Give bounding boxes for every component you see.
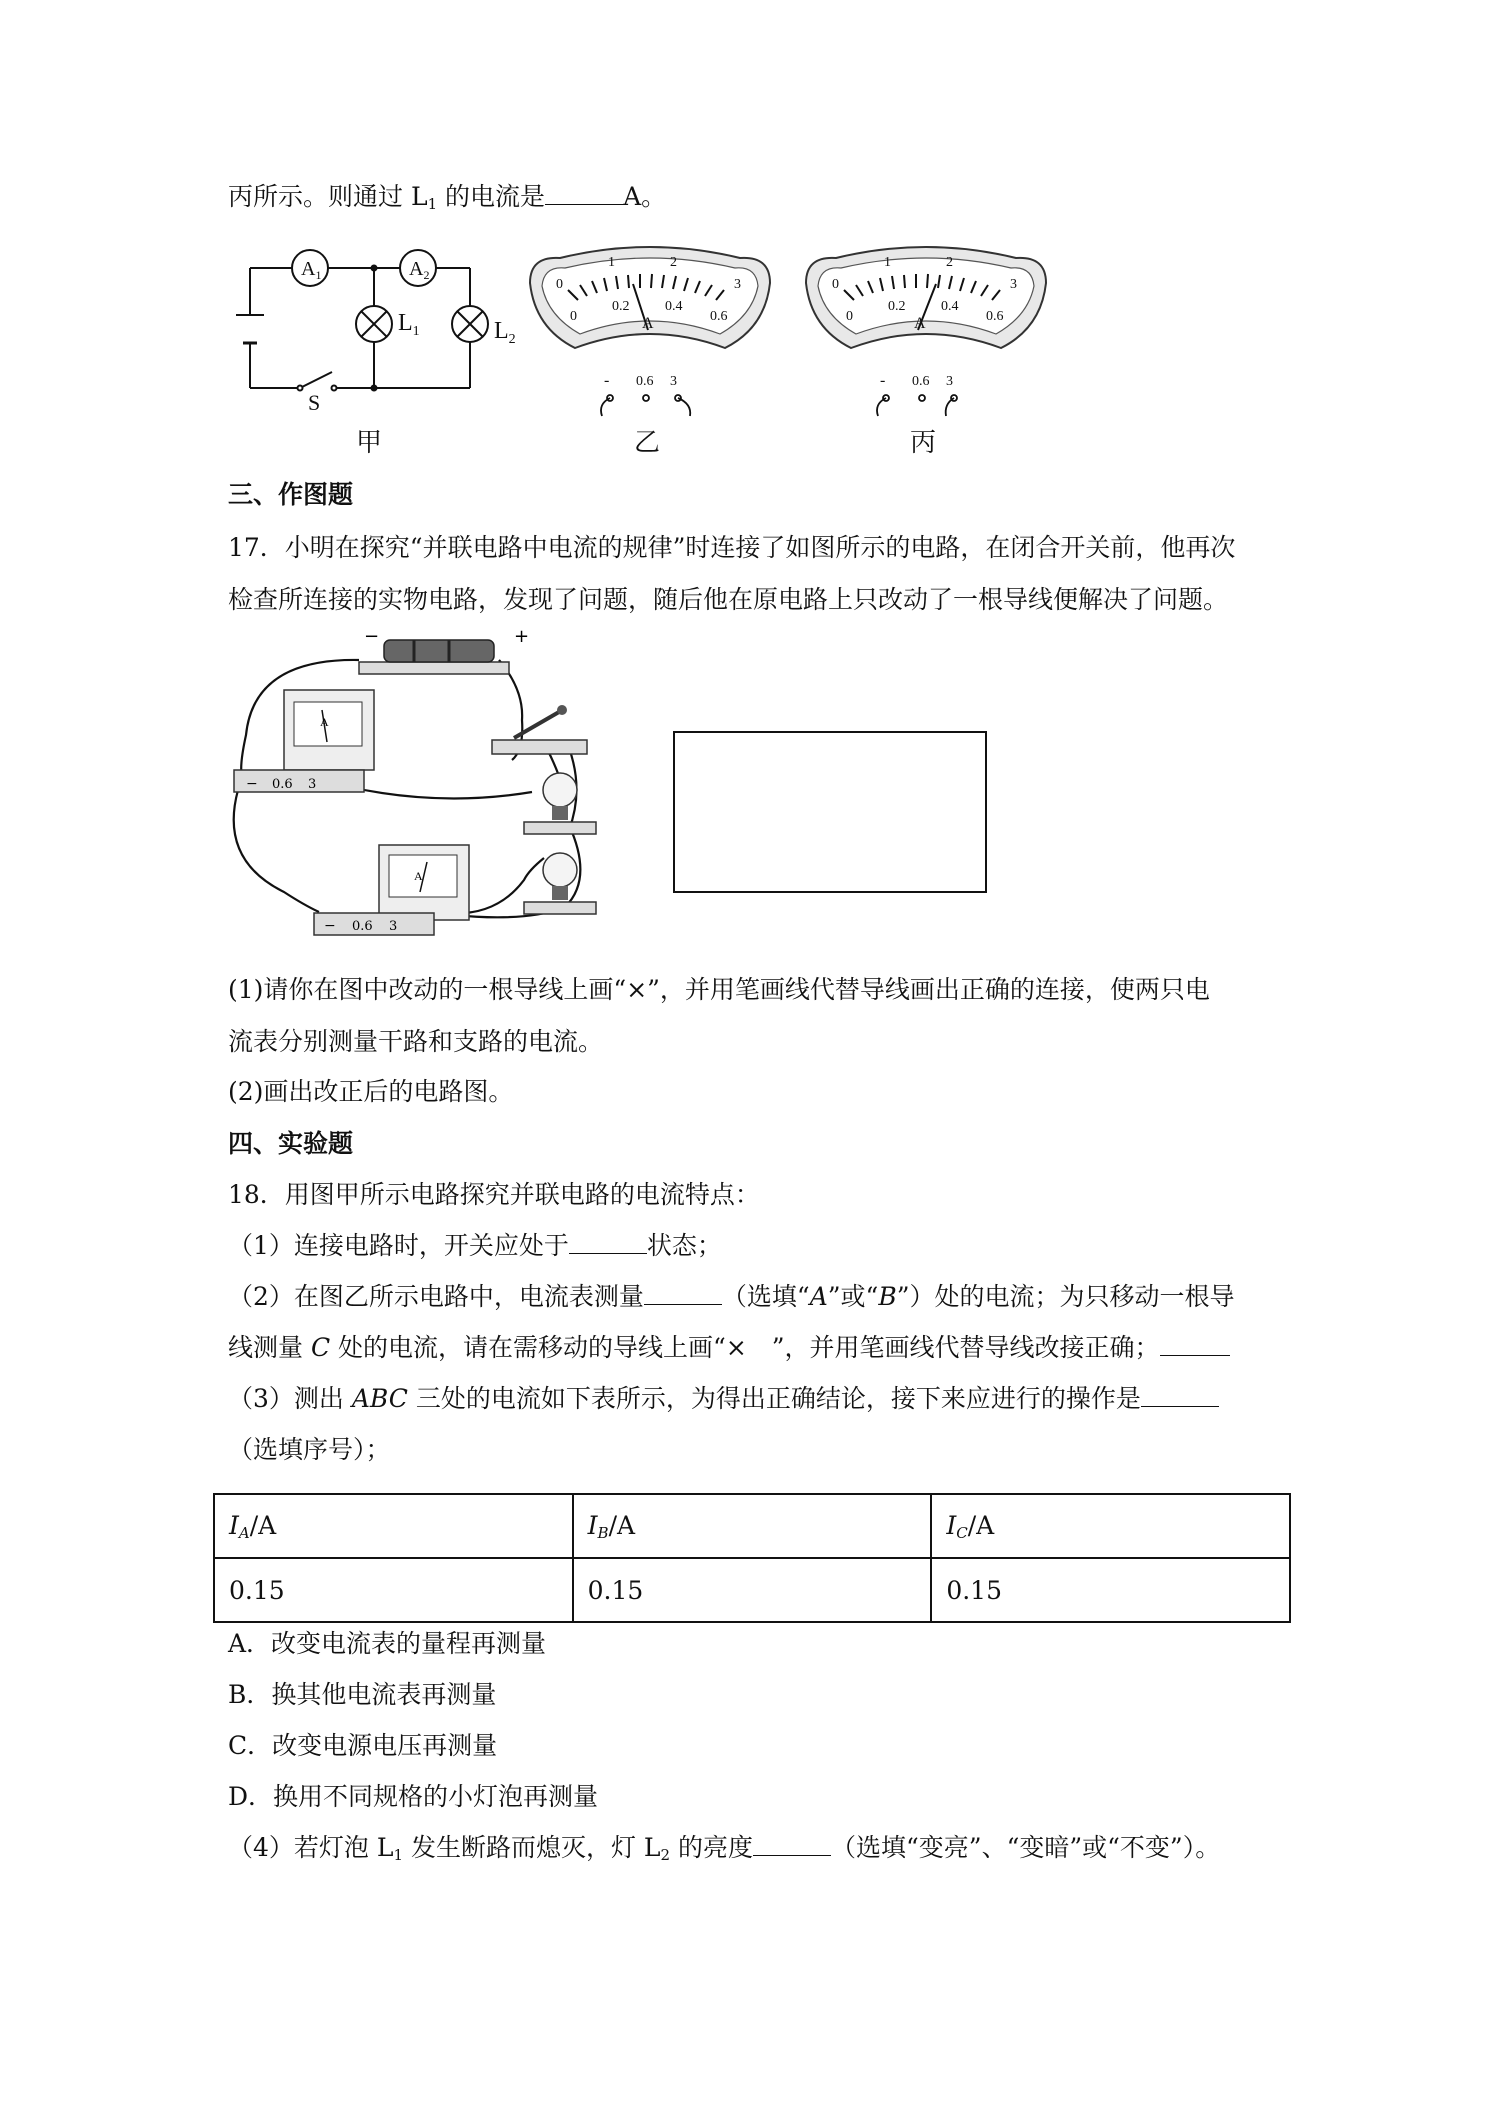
q18-part2-line2 xyxy=(228,1331,1230,1365)
q18-part1 xyxy=(228,1229,722,1263)
battery-neg-label: − xyxy=(364,626,380,647)
q18-text: （选填“ xyxy=(721,1282,810,1311)
q18-text: （2）在图乙所示电路中，电流表测量 xyxy=(228,1282,644,1311)
q17-part1-line1: (1)请你在图中改动的一根导线上画“×”，并用笔画线代替导线画出正确的连接，使两只电 xyxy=(228,975,1210,1004)
terminal-06: 0.6 xyxy=(272,777,293,792)
q17-line1: 17．小明在探究“并联电路中电流的规律”时连接了如图所示的电路，在闭合开关前，他再次 xyxy=(228,533,1236,562)
q18-intro: 18．用图甲所示电路探究并联电路的电流特点： xyxy=(228,1180,760,1209)
l1-label: $L_1$ xyxy=(398,310,420,339)
q18-part3-line1 xyxy=(228,1382,1219,1416)
scale-bottom-0: 0 xyxy=(846,309,853,324)
answer-blank[interactable] xyxy=(545,182,623,205)
intro-text: 的电流是 xyxy=(437,182,546,211)
scale-bottom-3: 0.6 xyxy=(710,309,728,324)
physical-circuit xyxy=(224,626,644,950)
figure-label-yi: 乙 xyxy=(634,428,661,458)
answer-blank[interactable] xyxy=(1141,1384,1219,1407)
q17-line2: 检查所连接的实物电路，发现了问题，随后他在原电路上只改动了一根导线便解决了问题。 xyxy=(228,585,1229,614)
scale-top-0: 0 xyxy=(832,277,839,292)
q18-text: B xyxy=(878,1282,897,1311)
terminal-neg: − xyxy=(324,918,336,934)
intro-text: A。 xyxy=(623,182,667,211)
q18-text: A xyxy=(809,1282,828,1311)
table-cell: 0.15 xyxy=(931,1558,1290,1622)
terminal-3: 3 xyxy=(670,374,677,389)
q18-part2-line1 xyxy=(228,1280,1235,1314)
terminal-neg: − xyxy=(246,776,258,792)
scale-top-0: 0 xyxy=(556,277,563,292)
table-cell: 0.15 xyxy=(214,1558,573,1622)
q18-text: 状态； xyxy=(646,1231,722,1260)
switch-label: S xyxy=(308,390,321,415)
terminal-06: 0.6 xyxy=(352,919,373,934)
circuit-diagram-jia xyxy=(240,240,540,415)
q18-text: 线测量 xyxy=(228,1333,311,1362)
table-header-cell: $I_C/A$ xyxy=(931,1494,1290,1558)
a2-label: $A_2$ xyxy=(409,258,430,282)
option-c[interactable]: C．改变电源电压再测量 xyxy=(228,1731,498,1760)
q18-text: （3）测出 xyxy=(228,1384,352,1413)
scale-bottom-2: 0.4 xyxy=(941,299,959,314)
scale-bottom-1: 0.2 xyxy=(888,299,906,314)
scale-bottom-0: 0 xyxy=(570,309,577,324)
q18-text: 三处的电流如下表所示，为得出正确结论，接下来应进行的操作是 xyxy=(407,1384,1141,1413)
intro-line xyxy=(228,180,666,221)
current-table xyxy=(213,1493,1291,1623)
terminal-neg: - xyxy=(880,372,886,389)
scale-top-3: 3 xyxy=(734,277,741,292)
scale-top-2: 2 xyxy=(670,255,677,270)
option-d[interactable]: D．换用不同规格的小灯泡再测量 xyxy=(228,1782,599,1811)
q18-text: 的亮度 xyxy=(670,1833,754,1862)
unit-label: A xyxy=(642,315,654,332)
terminal-3: 3 xyxy=(389,919,398,934)
q17-part1-line2: 流表分别测量干路和支路的电流。 xyxy=(228,1027,604,1056)
terminal-3: 3 xyxy=(308,777,317,792)
section-heading: 三、作图题 xyxy=(228,480,354,509)
scale-top-3: 3 xyxy=(1010,277,1017,292)
q18-text: ABC xyxy=(351,1384,408,1413)
subscript: 2 xyxy=(660,1846,671,1864)
figure-label-jia: 甲 xyxy=(356,428,383,458)
q17-part2: (2)画出改正后的电路图。 xyxy=(228,1077,514,1106)
subscript: 1 xyxy=(427,195,438,213)
meter-unit: A xyxy=(320,715,329,729)
q18-text: 发生断路而熄灭，灯 L xyxy=(403,1833,661,1862)
option-b[interactable]: B．换其他电流表再测量 xyxy=(228,1680,497,1709)
table-header-row xyxy=(214,1494,1290,1558)
figure-label-bing: 丙 xyxy=(910,428,937,458)
intro-text: 丙所示。则通过 L xyxy=(228,182,428,211)
answer-blank[interactable] xyxy=(753,1833,831,1856)
q18-part4 xyxy=(228,1831,1220,1872)
l2-label: $L_2$ xyxy=(494,318,516,347)
q18-text: C xyxy=(310,1333,331,1362)
battery-pos-label: + xyxy=(514,626,530,647)
terminal-06: 0.6 xyxy=(912,374,930,389)
q18-text: （4）若灯泡 L xyxy=(228,1833,394,1862)
answer-blank[interactable] xyxy=(644,1282,722,1305)
scale-top-2: 2 xyxy=(946,255,953,270)
answer-blank[interactable] xyxy=(569,1231,647,1254)
terminal-06: 0.6 xyxy=(636,374,654,389)
ammeter-yi xyxy=(520,248,780,418)
table-row xyxy=(214,1558,1290,1622)
q18-text: 处的电流，请在需移动的导线上画“× ”，并用笔画线代替导线改接正确； xyxy=(330,1333,1160,1362)
option-a[interactable]: A．改变电流表的量程再测量 xyxy=(228,1629,547,1658)
table-header-cell: $I_A/A$ xyxy=(214,1494,573,1558)
terminal-3: 3 xyxy=(946,374,953,389)
a1-label: $A_1$ xyxy=(301,258,322,282)
answer-blank[interactable] xyxy=(1160,1333,1230,1356)
q18-text: ”或“ xyxy=(827,1282,879,1311)
q18-part3-line2: （选填序号）； xyxy=(228,1435,391,1464)
scale-top-1: 1 xyxy=(884,255,891,270)
section-heading: 四、实验题 xyxy=(228,1129,354,1158)
scale-bottom-1: 0.2 xyxy=(612,299,630,314)
drawing-answer-box[interactable] xyxy=(673,731,987,893)
terminal-neg: - xyxy=(604,372,610,389)
scale-bottom-3: 0.6 xyxy=(986,309,1004,324)
subscript: 1 xyxy=(393,1846,404,1864)
table-header-cell: $I_B/A$ xyxy=(573,1494,932,1558)
meter-unit: A xyxy=(414,869,423,883)
q18-text: （1）连接电路时，开关应处于 xyxy=(228,1231,569,1260)
table-cell: 0.15 xyxy=(573,1558,932,1622)
scale-bottom-2: 0.4 xyxy=(665,299,683,314)
scale-top-1: 1 xyxy=(608,255,615,270)
q18-text: ”）处的电流；为只移动一根导 xyxy=(896,1282,1235,1311)
q18-text: （选填“变亮”、“变暗”或“不变”）。 xyxy=(831,1833,1221,1862)
ammeter-bing xyxy=(796,248,1056,418)
unit-label: A xyxy=(914,315,926,332)
